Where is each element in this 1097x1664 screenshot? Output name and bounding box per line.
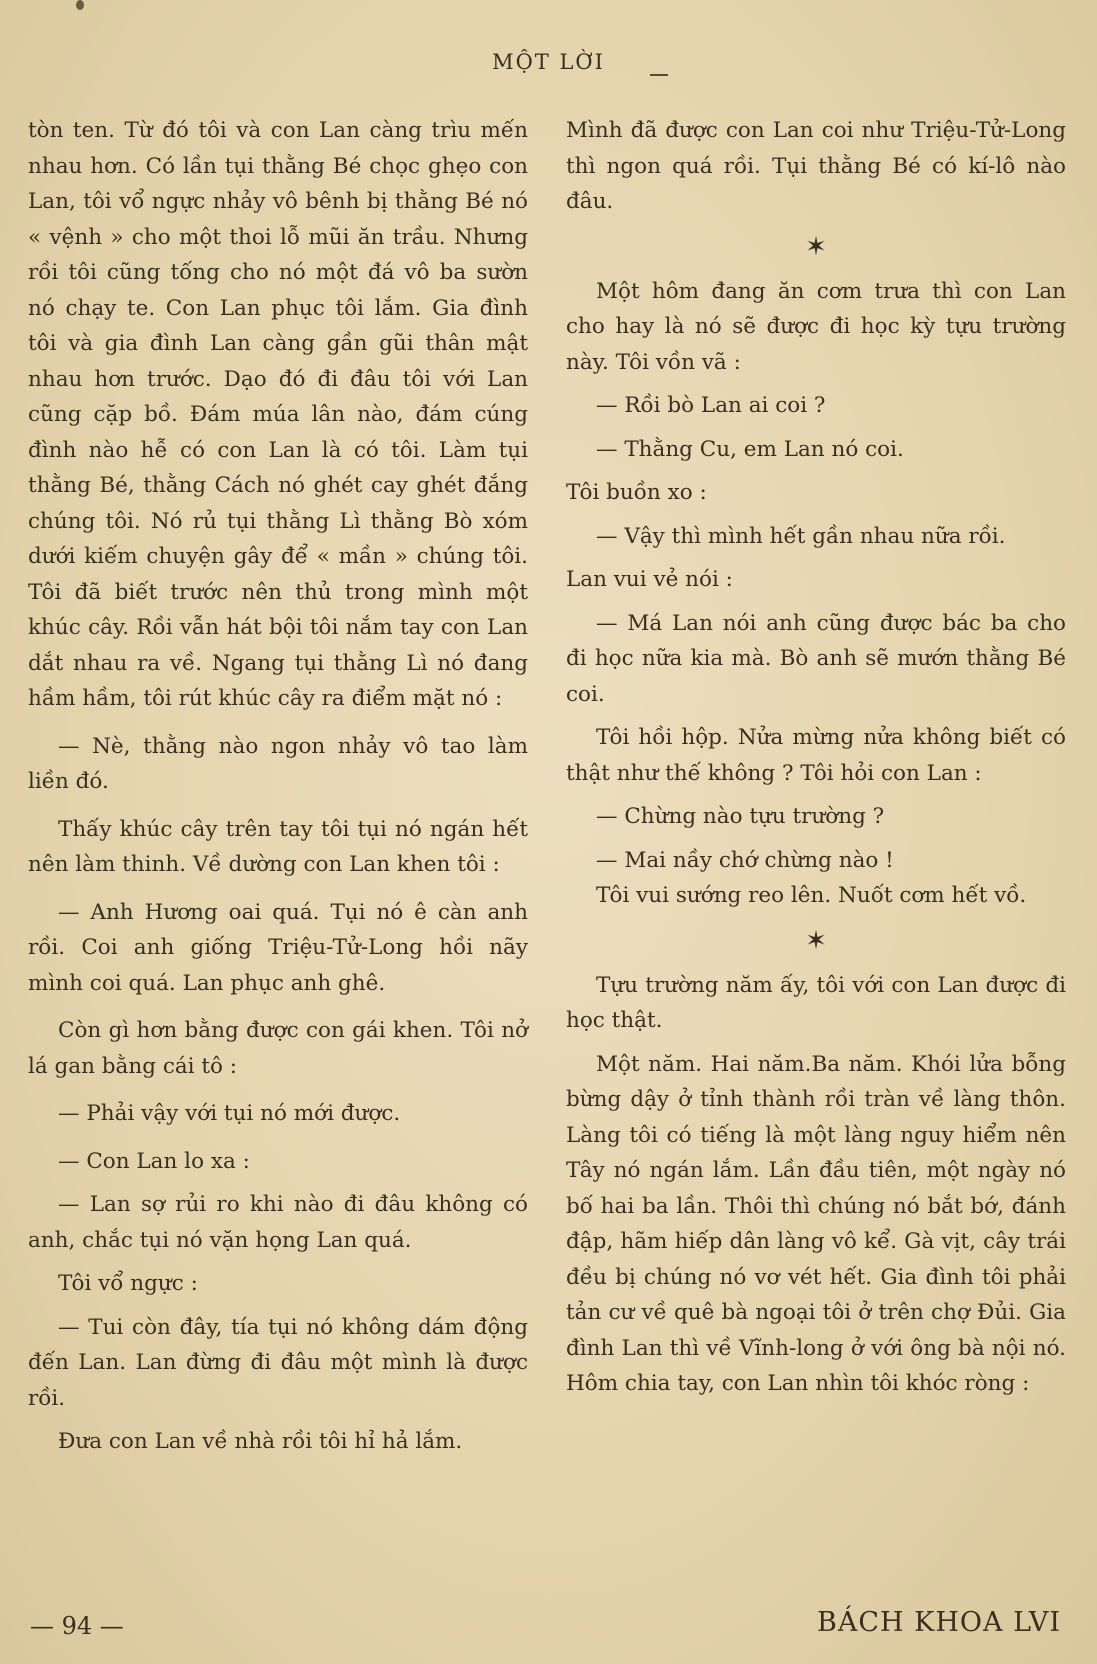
- section-separator-star: ✶: [805, 925, 827, 956]
- paragraph: Một năm. Hai năm.Ba năm. Khói lửa bỗng bừng dậy ở tỉnh thành rồi tràn về làng thôn. Làng tôi có tiếng là một làng nguy hiểm nên Tây nó ngán lắm. Lần đầu tiên, một ngày nó bố hai ba lần. Thôi thì chúng nó bắt bớ, đánh đập, hãm hiếp dân làng vô kể. Gà vịt, cây trái đều bị chúng nó vơ vét hết. Gia đình tôi phải tản cư về quê bà ngoại tôi ở trên chợ Đủi. Gia đình Lan thì về Vĩnh-long ở với ông bà nội nó. Hôm chia tay, con Lan nhìn tôi khóc ròng :: [566, 1051, 1066, 1396]
- paragraph: Tôi vui sướng reo lên. Nuốt cơm hết vồ.: [596, 883, 1027, 908]
- paragraph: — Má Lan nói anh cũng được bác ba cho đi học nữa kia mà. Bò anh sẽ mướn thằng Bé coi.: [566, 610, 1066, 707]
- paragraph: Tựu trường năm ấy, tôi với con Lan được đi học thật.: [566, 972, 1066, 1033]
- paragraph: Đưa con Lan về nhà rồi tôi hỉ hả lắm.: [58, 1429, 463, 1454]
- publication-footer: BÁCH KHOA LVI: [817, 1607, 1061, 1638]
- paragraph: — Chừng nào tựu trường ?: [596, 804, 885, 829]
- running-title: MỘT LỜI: [492, 50, 605, 74]
- paragraph: — Anh Hương oai quá. Tụi nó ê càn anh rồi. Coi anh giống Triệu-Tử-Long hồi nãy mình coi quá. Lan phục anh ghê.: [28, 899, 528, 996]
- paragraph: — Nè, thằng nào ngon nhảy vô tao làm liền đó.: [28, 733, 528, 794]
- paragraph: tòn ten. Từ đó tôi và con Lan càng trìu mến nhau hơn. Có lần tụi thằng Bé chọc ghẹo con Lan, tôi vổ ngực nhảy vô bênh bị thằng Bé nó « vệnh » cho một thoi lỗ mũi ăn trầu. Nhưng rồi tôi cũng tống cho nó một đá vô ba sườn nó chạy te. Con Lan phục tôi lắm. Gia đình tôi và gia đình Lan càng gần gũi thân mật nhau hơn trước. Dạo đó đi đâu tôi với Lan cũng cặp bồ. Đám múa lân nào, đám cúng đình nào hễ có con Lan là có tôi. Làm tụi thằng Bé, thằng Cách nó ghét cay ghét đắng chúng tôi. Nó rủ tụi thằng Lì thằng Bò xóm dưới kiếm chuyện gây để « mần » chúng tôi. Tôi đã biết trước nên thủ trong mình một khúc cây. Rồi vẫn hát bội tôi nắm tay con Lan dắt nhau ra về. Ngang tụi thằng Lì nó đang hầm hầm, tôi rút khúc cây ra điểm mặt nó :: [28, 118, 528, 711]
- paragraph: — Vậy thì mình hết gần nhau nữa rồi.: [596, 523, 1006, 549]
- paragraph: — Lan sợ rủi ro khi nào đi đâu không có anh, chắc tụi nó vặn họng Lan quá.: [28, 1192, 528, 1253]
- paragraph: Một hôm đang ăn cơm trưa thì con Lan cho hay là nó sẽ được đi học kỳ tựu trường này. Tôi vồn vã :: [566, 278, 1066, 375]
- left-column: [28, 113, 528, 1460]
- page-number: — 94 —: [30, 1612, 124, 1640]
- paragraph: Tôi buồn xo :: [566, 480, 707, 505]
- paragraph: — Phải vậy với tụi nó mới được.: [58, 1101, 401, 1126]
- section-separator-star: ✶: [805, 231, 827, 262]
- paragraph: Mình đã được con Lan coi như Triệu-Tử-Long thì ngon quá rồi. Tụi thằng Bé có kí-lô nào đâu.: [566, 118, 1066, 214]
- paragraph: — Mai nầy chớ chừng nào !: [596, 847, 894, 873]
- ink-speck: [76, 0, 84, 10]
- paragraph: — Tui còn đây, tía tụi nó không dám động đến Lan. Lan đừng đi đâu một mình là được rồi.: [28, 1314, 528, 1411]
- right-column: [566, 113, 1066, 1402]
- paragraph: Lan vui vẻ nói :: [566, 567, 733, 592]
- paragraph: — Thằng Cu, em Lan nó coi.: [596, 436, 904, 462]
- paragraph: Thấy khúc cây trên tay tôi tụi nó ngán hết nên làm thinh. Về dường con Lan khen tôi :: [28, 816, 528, 877]
- paragraph: — Con Lan lo xa :: [58, 1148, 250, 1174]
- header-dash: [650, 74, 668, 76]
- paragraph: — Rồi bò Lan ai coi ?: [596, 393, 826, 418]
- paragraph: Tôi hồi hộp. Nửa mừng nửa không biết có thật như thế không ? Tôi hỏi con Lan :: [566, 725, 1066, 786]
- paragraph: Còn gì hơn bằng được con gái khen. Tôi nở lá gan bằng cái tô :: [28, 1018, 528, 1079]
- paragraph: Tôi vổ ngực :: [58, 1271, 198, 1296]
